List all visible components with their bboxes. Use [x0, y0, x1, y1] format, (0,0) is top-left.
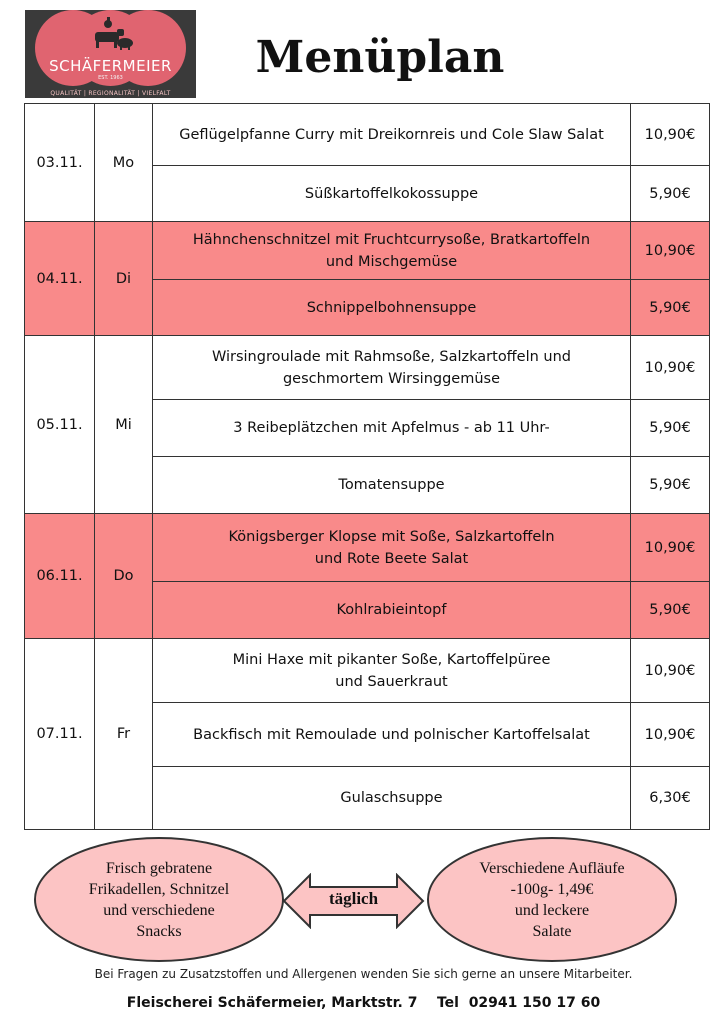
bubble-right-line: Salate [532, 922, 572, 940]
menu-price: 5,90€ [631, 166, 710, 222]
menu-dish [153, 166, 631, 222]
menu-dish-line: Backfisch mit Remoulade und polnischer Kartoffelsalat [193, 726, 590, 743]
menu-dish [153, 582, 631, 639]
menu-dish-line: Schnippelbohnensuppe [306, 299, 477, 316]
menu-dish-line: Hähnchenschnitzel mit Fruchtcurrysoße, Bratkartoffeln [192, 231, 591, 248]
menu-date: 05.11. [25, 336, 95, 514]
menu-dish-line: Tomatensuppe [338, 477, 445, 493]
menu-row [25, 336, 710, 400]
menu-dish-line: und Sauerkraut [335, 673, 448, 690]
menu-dish-line: geschmortem Wirsinggemüse [282, 370, 501, 387]
menu-dish [153, 514, 631, 582]
bubble-left-line: Frikadellen, Schnitzel [88, 880, 230, 898]
menu-price: 6,30€ [631, 767, 710, 830]
menu-dish-line: 3 Reibeplätzchen mit Apfelmus - ab 11 Uhr- [233, 420, 550, 436]
menu-dish [153, 336, 631, 400]
menu-price: 10,90€ [631, 703, 710, 767]
menu-price: 5,90€ [631, 400, 710, 457]
menu-price: 10,90€ [631, 336, 710, 400]
menu-dish-line: und Rote Beete Salat [314, 550, 469, 567]
menu-date: 04.11. [25, 222, 95, 336]
menu-weekday: Do [95, 514, 153, 639]
menu-date: 03.11. [25, 104, 95, 222]
shop-address: Fleischerei Schäfermeier, Marktstr. 7 Tel 02941 150 17 60 [126, 995, 601, 1011]
menu-dish [153, 703, 631, 767]
menu-row [25, 104, 710, 166]
bubble-left-line: und verschiedene [103, 901, 215, 919]
menu-date: 07.11. [25, 639, 95, 830]
menu-price: 10,90€ [631, 514, 710, 582]
menu-row [25, 222, 710, 280]
menu-dish [153, 767, 631, 830]
menu-price: 10,90€ [631, 104, 710, 166]
daily-label: täglich [328, 889, 379, 908]
menu-dish-line: Kohlrabieintopf [336, 602, 447, 618]
menu-dish-line: Wirsingroulade mit Rahmsoße, Salzkartoffeln und [211, 348, 572, 365]
menu-dish [153, 280, 631, 336]
menu-weekday: Fr [95, 639, 153, 830]
allergen-note: Bei Fragen zu Zusatzstoffen und Allergenen wenden Sie sich gerne an unsere Mitarbeiter. [94, 967, 633, 981]
menu-row [25, 514, 710, 582]
menu-dish [153, 639, 631, 703]
logo-brand-name: SCHÄFERMEIER [49, 57, 172, 75]
bubble-right-line: Verschiedene Aufläufe [479, 859, 625, 877]
menu-dish [153, 400, 631, 457]
menu-dish-line: und Mischgemüse [325, 253, 458, 270]
menu-dish [153, 457, 631, 514]
bubble-left-line: Frisch gebratene [105, 859, 213, 877]
bubble-right-line: -100g- 1,49€ [510, 880, 594, 898]
menu-dish [153, 104, 631, 166]
menu-row [25, 639, 710, 703]
menu-dish-line: Gulaschsuppe [340, 790, 443, 806]
menu-dish-line: Süßkartoffelkokossuppe [304, 185, 479, 202]
bubble-right-line: und leckere [514, 901, 590, 919]
menu-price: 10,90€ [631, 639, 710, 703]
menu-date: 06.11. [25, 514, 95, 639]
menu-dish-line: Geflügelpfanne Curry mit Dreikornreis und Cole Slaw Salat [179, 126, 604, 143]
logo-established: EST. 1963 [98, 75, 123, 81]
logo-tagline: QUALITÄT | REGIONALITÄT | VIELFALT [50, 90, 171, 97]
menu-weekday: Mo [95, 104, 153, 222]
menu-dish-line: Königsberger Klopse mit Soße, Salzkartoffeln [228, 528, 555, 545]
menu-dish-line: Mini Haxe mit pikanter Soße, Kartoffelpüree [232, 651, 551, 668]
menu-price: 5,90€ [631, 280, 710, 336]
daily-casseroles-bubble [427, 837, 677, 962]
menu-price: 10,90€ [631, 222, 710, 280]
menu-price: 5,90€ [631, 582, 710, 639]
menu-weekday: Mi [95, 336, 153, 514]
schaefermeier-logo [25, 10, 196, 98]
menu-table [24, 103, 710, 830]
menu-dish [153, 222, 631, 280]
menu-price: 5,90€ [631, 457, 710, 514]
daily-snacks-bubble [34, 837, 284, 962]
bubble-left-line: Snacks [136, 922, 182, 940]
menu-weekday: Di [95, 222, 153, 336]
page-title: Menüplan [255, 32, 505, 83]
